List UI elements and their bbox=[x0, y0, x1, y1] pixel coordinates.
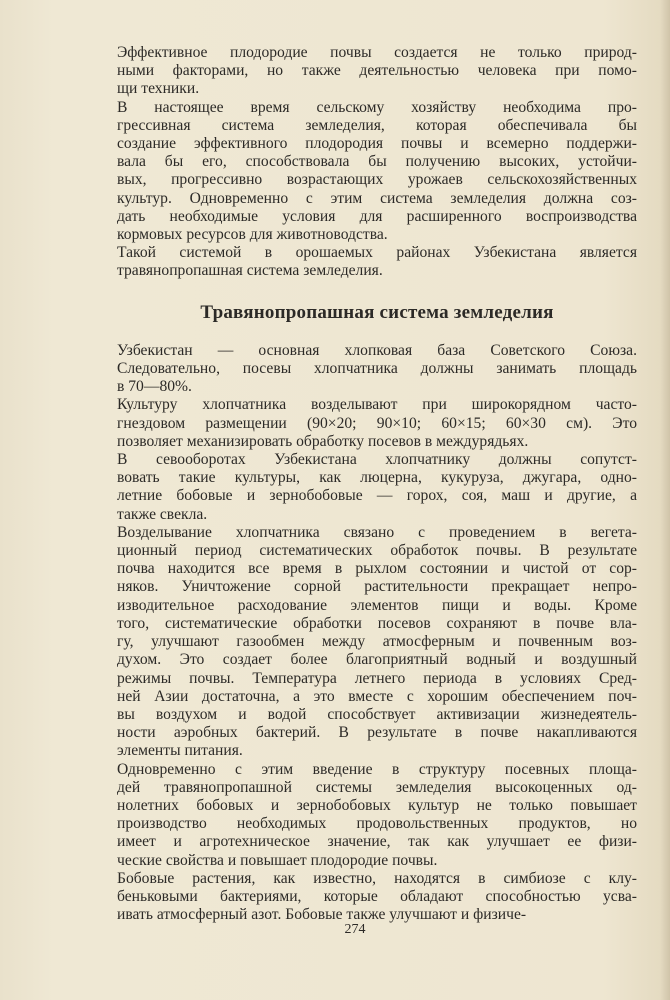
paragraph bbox=[117, 396, 637, 451]
text-line: элементы питания. bbox=[117, 742, 243, 760]
paragraph bbox=[117, 524, 637, 761]
text-line: щи техники. bbox=[117, 80, 200, 98]
text-line: позволяет механизировать обработку посевов в междурядьях. bbox=[117, 432, 529, 450]
paragraph bbox=[117, 870, 637, 925]
paragraph bbox=[117, 451, 637, 524]
text-line: Одновременно с этим введение в структуру посевных площа- bbox=[117, 760, 637, 778]
text-line: Бобовые растения, как известно, находятся в симбиозе с клу- bbox=[117, 869, 637, 887]
text-line: Следовательно, посевы хлопчатника должны занимать площадь bbox=[117, 360, 637, 378]
page-edge-shadow bbox=[660, 0, 670, 1000]
paragraph bbox=[117, 44, 637, 99]
text-line: няков. Уничтожение сорной растительности прекращает непро- bbox=[117, 578, 637, 596]
text-line: травянопропашная система земледелия. bbox=[117, 262, 383, 280]
text-line: В севооборотах Узбекистана хлопчатнику должны сопутст- bbox=[117, 451, 637, 469]
text-line: вых, прогрессивно возрастающих урожаев сельскохозяйственных bbox=[117, 171, 637, 189]
text-line: вы воздухом и водой способствует активизации жизнедеятель- bbox=[117, 705, 637, 723]
text-line: ивать атмосферный азот. Бобовые также улучшают и физиче- bbox=[117, 906, 527, 924]
text-line: В настоящее время сельскому хозяйству необходима про- bbox=[117, 98, 637, 116]
text-line: в 70—80%. bbox=[117, 378, 192, 396]
text-line: имеет и агротехническое значение, так как улучшает ее физи- bbox=[117, 833, 637, 851]
text-line: Культуру хлопчатника возделывают при широкорядном часто- bbox=[117, 396, 637, 414]
text-line: создание эффективного плодородия почвы и всемерно поддержи- bbox=[117, 135, 637, 153]
intro-section bbox=[117, 44, 637, 281]
paragraph bbox=[117, 244, 637, 280]
text-line: ческие свойства и повышает плодородие почвы. bbox=[117, 851, 438, 869]
section-heading: Травянопропашная система земледелия bbox=[200, 301, 554, 323]
text-line: культур. Одновременно с этим система земледелия должна соз- bbox=[117, 189, 637, 207]
text-line: гу, улучшают газообмен между атмосферным и почвенным воз- bbox=[117, 633, 637, 651]
text-line: ней Азии достаточна, а это вместе с хорошим обеспечением поч- bbox=[117, 687, 637, 705]
section-body bbox=[117, 342, 637, 925]
text-line: Эффективное плодородие почвы создается не только природ- bbox=[117, 44, 637, 61]
text-line: дать необходимые условия для расширенного воспроизводства bbox=[117, 207, 637, 225]
text-line: грессивная система земледелия, которая обеспечивала бы bbox=[117, 116, 637, 134]
text-line: также свекла. bbox=[117, 505, 208, 523]
text-line: ности аэробных бактерий. В результате в почве накапливаются bbox=[117, 724, 637, 742]
page-number: 274 bbox=[344, 922, 366, 937]
text-line: летние бобовые и зернобобовые — горох, соя, маш и другие, а bbox=[117, 487, 637, 505]
text-line: производство необходимых продовольственных продуктов, но bbox=[117, 815, 637, 833]
text-line: вала бы его, способствовала бы получению высоких, устойчи- bbox=[117, 153, 637, 171]
text-line: беньковыми бактериями, которые обладают способностью усва- bbox=[117, 887, 637, 905]
text-line: Возделывание хлопчатника связано с проведением в вегета- bbox=[117, 523, 637, 541]
text-line: изводительное расходование элементов пищи и воды. Кроме bbox=[117, 596, 637, 614]
text-line: ными факторами, но также деятельностью человека при помо- bbox=[117, 62, 637, 80]
text-line: режимы почвы. Температура летнего периода в условиях Сред- bbox=[117, 669, 637, 687]
paragraph bbox=[117, 99, 637, 245]
text-line: Узбекистан — основная хлопковая база Советского Союза. bbox=[117, 341, 637, 359]
text-line: гнездовом размещении (90×20; 90×10; 60×15; 60×30 см). Это bbox=[117, 414, 637, 432]
text-block bbox=[117, 44, 637, 924]
text-line: почва находится все время в рыхлом состоянии и чистой от сор- bbox=[117, 560, 637, 578]
text-line: вовать такие культуры, как люцерна, кукуруза, джугара, одно- bbox=[117, 469, 637, 487]
text-line: духом. Это создает более благоприятный водный и воздушный bbox=[117, 651, 637, 669]
text-line: нолетних бобовых и зернобобовых культур не только повышает bbox=[117, 796, 637, 814]
text-line: дей травянопропашной системы земледелия высокоценных од- bbox=[117, 778, 637, 796]
text-line: кормовых ресурсов для животноводства. bbox=[117, 226, 388, 244]
paragraph bbox=[117, 342, 637, 397]
text-line: ционный период систематических обработок почвы. В результате bbox=[117, 542, 637, 560]
text-line: Такой системой в орошаемых районах Узбекистана является bbox=[117, 244, 637, 262]
paragraph bbox=[117, 761, 637, 870]
text-line: того, систематические обработки посевов сохраняют в почве вла- bbox=[117, 614, 637, 632]
